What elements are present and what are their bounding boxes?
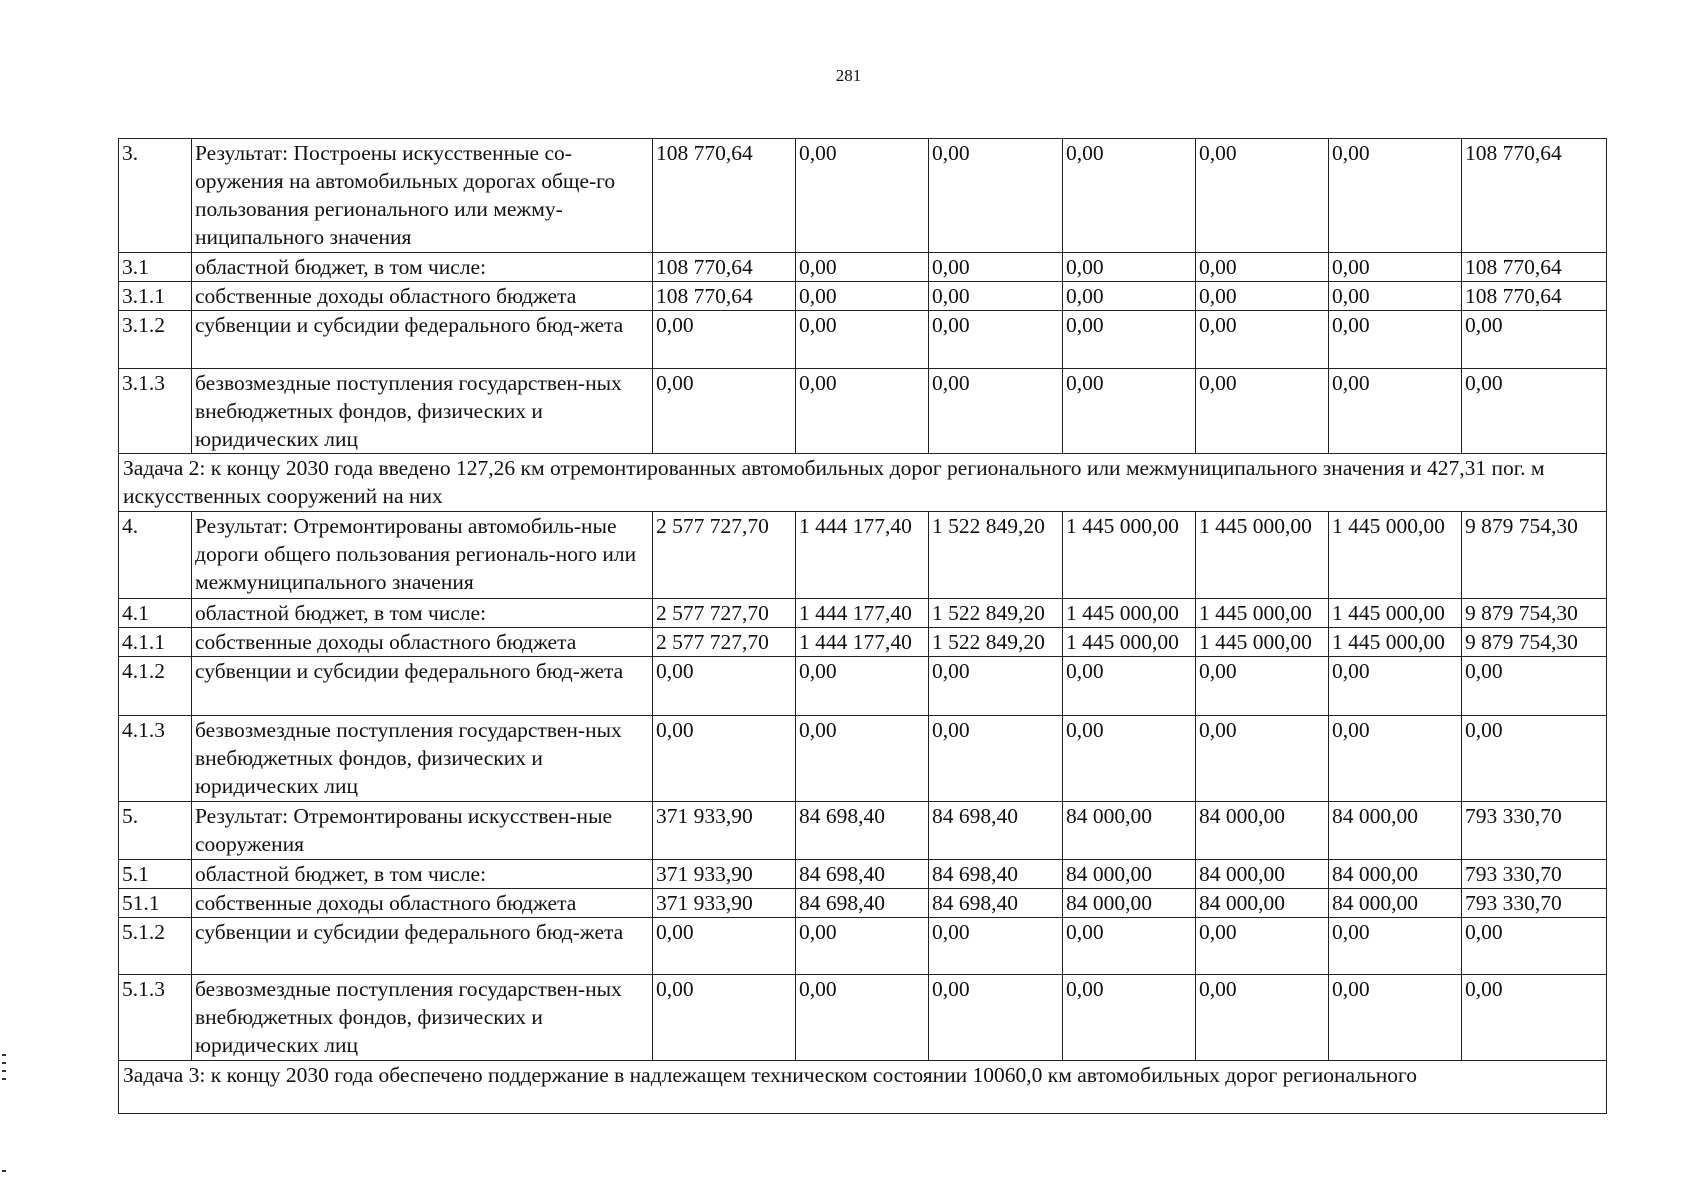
table-row (119, 657, 1607, 716)
value-cell: 0,00 (1063, 311, 1196, 369)
table-row (119, 512, 1607, 599)
row-code: 3. (119, 139, 192, 253)
value-cell: 0,00 (653, 918, 796, 975)
row-label: областной бюджет, в том числе: (192, 253, 653, 282)
value-cell: 0,00 (929, 282, 1063, 311)
value-cell: 0,00 (1329, 139, 1462, 253)
value-cell: 0,00 (1063, 369, 1196, 454)
total-cell: 0,00 (1462, 975, 1607, 1061)
total-cell: 9 879 754,30 (1462, 512, 1607, 599)
value-cell: 0,00 (929, 716, 1063, 802)
value-cell: 0,00 (1196, 369, 1329, 454)
value-cell: 0,00 (929, 369, 1063, 454)
value-cell: 1 445 000,00 (1063, 512, 1196, 599)
value-cell: 1 522 849,20 (929, 628, 1063, 657)
row-code: 4. (119, 512, 192, 599)
row-label: областной бюджет, в том числе: (192, 599, 653, 628)
value-cell: 84 000,00 (1329, 860, 1462, 889)
row-code: 5.1 (119, 860, 192, 889)
value-cell: 0,00 (796, 657, 929, 716)
value-cell: 84 698,40 (796, 860, 929, 889)
total-cell: 793 330,70 (1462, 802, 1607, 860)
value-cell: 1 444 177,40 (796, 599, 929, 628)
task-row (119, 454, 1607, 512)
table-row (119, 599, 1607, 628)
margin-mark (2, 1170, 6, 1172)
value-cell: 0,00 (796, 139, 929, 253)
value-cell: 84 698,40 (929, 802, 1063, 860)
value-cell: 0,00 (653, 657, 796, 716)
value-cell: 0,00 (929, 311, 1063, 369)
total-cell: 108 770,64 (1462, 139, 1607, 253)
table-row (119, 716, 1607, 802)
row-label: безвозмездные поступления государствен-ных внебюджетных фондов, физических и юридических лиц (192, 716, 653, 802)
value-cell: 0,00 (1063, 139, 1196, 253)
total-cell: 0,00 (1462, 918, 1607, 975)
value-cell: 84 000,00 (1063, 889, 1196, 918)
value-cell: 1 445 000,00 (1329, 628, 1462, 657)
value-cell: 84 698,40 (796, 802, 929, 860)
row-code: 5. (119, 802, 192, 860)
row-code: 5.1.2 (119, 918, 192, 975)
value-cell: 0,00 (929, 975, 1063, 1061)
value-cell: 0,00 (1196, 918, 1329, 975)
value-cell: 0,00 (653, 369, 796, 454)
value-cell: 84 000,00 (1329, 889, 1462, 918)
table-row (119, 369, 1607, 454)
value-cell: 0,00 (1196, 716, 1329, 802)
total-cell: 793 330,70 (1462, 889, 1607, 918)
value-cell: 0,00 (653, 311, 796, 369)
total-cell: 9 879 754,30 (1462, 599, 1607, 628)
value-cell: 84 000,00 (1196, 860, 1329, 889)
value-cell: 0,00 (1063, 657, 1196, 716)
row-code: 51.1 (119, 889, 192, 918)
value-cell: 108 770,64 (653, 253, 796, 282)
table-row (119, 860, 1607, 889)
value-cell: 0,00 (653, 716, 796, 802)
value-cell: 1 445 000,00 (1063, 599, 1196, 628)
table-row (119, 918, 1607, 975)
value-cell: 108 770,64 (653, 282, 796, 311)
task-heading: Задача 3: к концу 2030 года обеспечено поддержание в надлежащем техническом состоянии 10060,0 км автомобильных дорог регионального (119, 1061, 1607, 1114)
value-cell: 0,00 (929, 139, 1063, 253)
row-code: 3.1.2 (119, 311, 192, 369)
value-cell: 1 444 177,40 (796, 628, 929, 657)
value-cell: 0,00 (796, 369, 929, 454)
value-cell: 0,00 (929, 918, 1063, 975)
value-cell: 1 445 000,00 (1329, 512, 1462, 599)
total-cell: 793 330,70 (1462, 860, 1607, 889)
value-cell: 0,00 (1329, 369, 1462, 454)
row-label: субвенции и субсидии федерального бюд-жета (192, 918, 653, 975)
row-label: собственные доходы областного бюджета (192, 282, 653, 311)
value-cell: 84 000,00 (1196, 802, 1329, 860)
row-code: 3.1 (119, 253, 192, 282)
value-cell: 1 444 177,40 (796, 512, 929, 599)
value-cell: 1 445 000,00 (1063, 628, 1196, 657)
total-cell: 0,00 (1462, 311, 1607, 369)
value-cell: 0,00 (929, 657, 1063, 716)
row-label: областной бюджет, в том числе: (192, 860, 653, 889)
table-row (119, 975, 1607, 1061)
value-cell: 1 445 000,00 (1329, 599, 1462, 628)
table-row (119, 282, 1607, 311)
total-cell: 0,00 (1462, 657, 1607, 716)
table-row (119, 889, 1607, 918)
value-cell: 0,00 (1196, 657, 1329, 716)
margin-mark (2, 1062, 6, 1064)
row-code: 3.1.3 (119, 369, 192, 454)
value-cell: 0,00 (929, 253, 1063, 282)
value-cell: 0,00 (1329, 311, 1462, 369)
table-row (119, 802, 1607, 860)
value-cell: 0,00 (1329, 975, 1462, 1061)
value-cell: 0,00 (796, 918, 929, 975)
value-cell: 0,00 (1196, 139, 1329, 253)
value-cell: 84 000,00 (1063, 802, 1196, 860)
value-cell: 0,00 (1329, 253, 1462, 282)
row-label: Результат: Отремонтированы автомобиль-ные дороги общего пользования региональ-ного или межмуниципального значения (192, 512, 653, 599)
total-cell: 0,00 (1462, 369, 1607, 454)
margin-mark (2, 1078, 6, 1080)
value-cell: 0,00 (796, 282, 929, 311)
budget-table (118, 138, 1607, 1114)
value-cell: 0,00 (653, 975, 796, 1061)
value-cell: 0,00 (1063, 918, 1196, 975)
value-cell: 0,00 (1329, 282, 1462, 311)
value-cell: 84 000,00 (1329, 802, 1462, 860)
value-cell: 2 577 727,70 (653, 599, 796, 628)
margin-marks (2, 1054, 6, 1094)
value-cell: 0,00 (1063, 282, 1196, 311)
row-label: собственные доходы областного бюджета (192, 628, 653, 657)
value-cell: 84 698,40 (929, 889, 1063, 918)
row-code: 4.1.3 (119, 716, 192, 802)
table-row (119, 628, 1607, 657)
margin-mark (2, 1070, 6, 1072)
value-cell: 108 770,64 (653, 139, 796, 253)
row-label: субвенции и субсидии федерального бюд-жета (192, 311, 653, 369)
task-row (119, 1061, 1607, 1114)
row-label: Результат: Построены искусственные со-оружения на автомобильных дорогах обще-го пользования регионального или межму-ниципального значения (192, 139, 653, 253)
row-label: безвозмездные поступления государствен-ных внебюджетных фондов, физических и юридических лиц (192, 369, 653, 454)
value-cell: 0,00 (796, 716, 929, 802)
value-cell: 371 933,90 (653, 889, 796, 918)
row-code: 4.1 (119, 599, 192, 628)
value-cell: 371 933,90 (653, 860, 796, 889)
value-cell: 0,00 (796, 311, 929, 369)
value-cell: 84 698,40 (929, 860, 1063, 889)
value-cell: 0,00 (1063, 253, 1196, 282)
total-cell: 108 770,64 (1462, 282, 1607, 311)
margin-mark (2, 1054, 6, 1056)
value-cell: 84 000,00 (1063, 860, 1196, 889)
value-cell: 1 445 000,00 (1196, 628, 1329, 657)
table-row (119, 253, 1607, 282)
value-cell: 0,00 (1196, 253, 1329, 282)
value-cell: 84 000,00 (1196, 889, 1329, 918)
row-code: 3.1.1 (119, 282, 192, 311)
value-cell: 1 522 849,20 (929, 599, 1063, 628)
value-cell: 0,00 (1196, 282, 1329, 311)
total-cell: 9 879 754,30 (1462, 628, 1607, 657)
row-code: 5.1.3 (119, 975, 192, 1061)
row-code: 4.1.2 (119, 657, 192, 716)
row-label: Результат: Отремонтированы искусствен-ные сооружения (192, 802, 653, 860)
value-cell: 0,00 (796, 975, 929, 1061)
value-cell: 0,00 (1196, 975, 1329, 1061)
table-row (119, 311, 1607, 369)
value-cell: 1 445 000,00 (1196, 599, 1329, 628)
value-cell: 2 577 727,70 (653, 628, 796, 657)
total-cell: 108 770,64 (1462, 253, 1607, 282)
row-label: субвенции и субсидии федерального бюд-жета (192, 657, 653, 716)
value-cell: 1 445 000,00 (1196, 512, 1329, 599)
value-cell: 0,00 (1196, 311, 1329, 369)
task-heading: Задача 2: к концу 2030 года введено 127,26 км отремонтированных автомобильных дорог регионального или межмуниципального значения и 427,31 пог. м искусственных сооружений на них (119, 454, 1607, 512)
value-cell: 84 698,40 (796, 889, 929, 918)
value-cell: 0,00 (1063, 975, 1196, 1061)
value-cell: 2 577 727,70 (653, 512, 796, 599)
value-cell: 0,00 (1329, 918, 1462, 975)
row-label: собственные доходы областного бюджета (192, 889, 653, 918)
value-cell: 0,00 (1329, 716, 1462, 802)
total-cell: 0,00 (1462, 716, 1607, 802)
value-cell: 1 522 849,20 (929, 512, 1063, 599)
value-cell: 0,00 (1063, 716, 1196, 802)
page-number: 281 (835, 66, 862, 85)
value-cell: 0,00 (1329, 657, 1462, 716)
row-code: 4.1.1 (119, 628, 192, 657)
value-cell: 0,00 (796, 253, 929, 282)
row-label: безвозмездные поступления государствен-ных внебюджетных фондов, физических и юридических лиц (192, 975, 653, 1061)
value-cell: 371 933,90 (653, 802, 796, 860)
table-row (119, 139, 1607, 253)
